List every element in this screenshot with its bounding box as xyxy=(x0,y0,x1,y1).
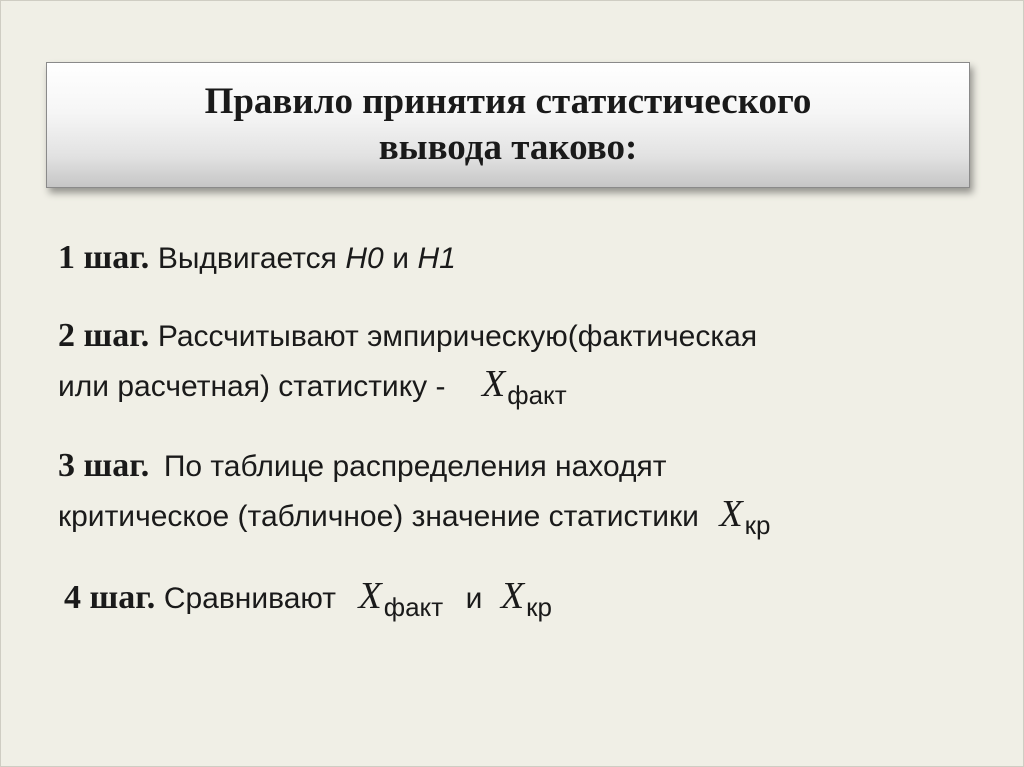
step-1-text: Выдвигается xyxy=(157,242,337,275)
step-4 xyxy=(64,574,552,621)
step-2-label: 2 шаг. xyxy=(58,317,150,354)
x-kr-formula-step-4 xyxy=(501,574,552,621)
step-4-label: 4 шаг. xyxy=(64,579,156,616)
step-2 xyxy=(58,314,757,359)
step-2-continuation xyxy=(58,362,567,409)
x-fact-symbol: X xyxy=(481,363,506,405)
hypothesis-h0: H0 xyxy=(345,242,384,275)
x-fact-formula-step-4 xyxy=(358,574,443,621)
x-fact-subscript-step-4: факт xyxy=(383,592,444,622)
x-kr-symbol: X xyxy=(719,493,743,535)
step-1-label: 1 шаг. xyxy=(58,239,150,276)
title-box xyxy=(46,62,970,188)
x-fact-symbol-step-4: X xyxy=(358,575,382,617)
x-kr-subscript: кр xyxy=(744,510,771,540)
step-3-line-2: критическое (табличное) значение статистики xyxy=(58,500,699,533)
x-kr-subscript-step-4: кр xyxy=(526,592,552,622)
step-2-line-2: или расчетная) статистику - xyxy=(58,370,446,403)
step-2-line-1: Рассчитывают эмпирическую(фактическая xyxy=(157,320,758,353)
x-kr-formula xyxy=(719,492,770,539)
x-kr-symbol-step-4: X xyxy=(500,575,525,617)
x-fact-subscript: факт xyxy=(507,380,567,410)
hypothesis-h1: H1 xyxy=(417,242,456,275)
step-3 xyxy=(58,444,667,489)
title-line-1: Правило принятия статистического xyxy=(204,81,812,122)
step-3-continuation xyxy=(58,492,771,539)
step-1 xyxy=(58,236,456,281)
step-4-text: Сравнивают xyxy=(163,582,336,615)
step-4-conj: и xyxy=(465,582,483,615)
x-fact-formula xyxy=(482,362,567,409)
step-1-conj: и xyxy=(392,242,410,275)
title-line-2: вывода таково: xyxy=(378,127,638,168)
step-3-label: 3 шаг. xyxy=(58,447,150,484)
step-3-line-1: По таблице распределения находят xyxy=(163,450,667,483)
